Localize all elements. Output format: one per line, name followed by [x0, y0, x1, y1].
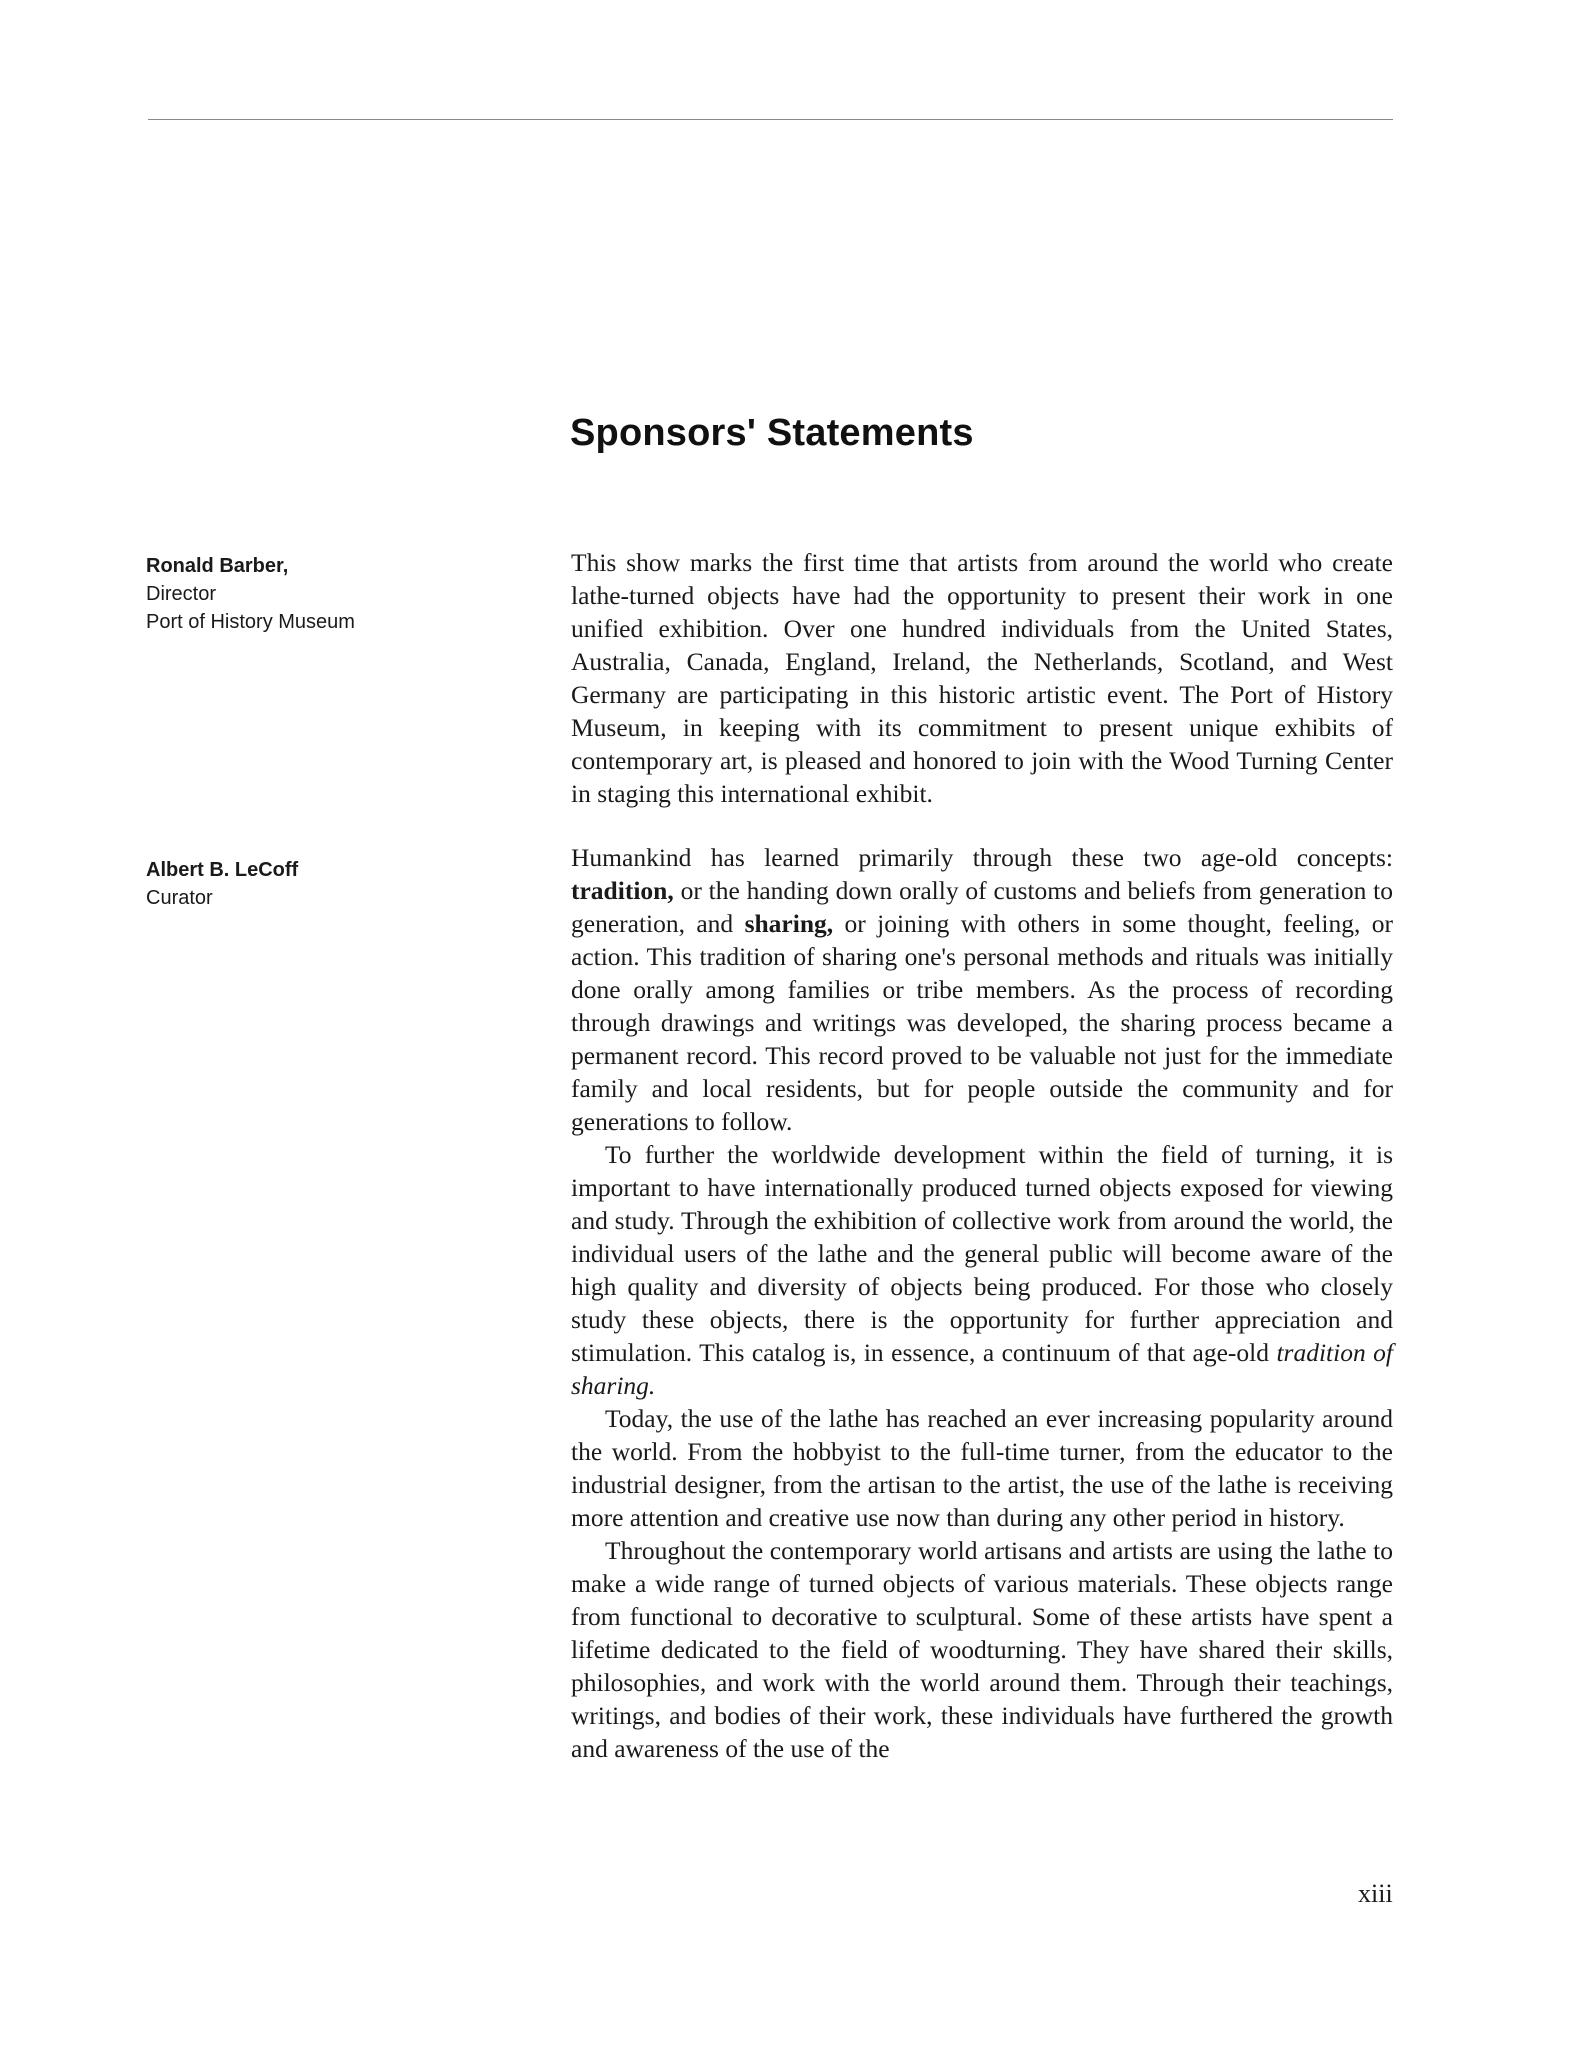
statement-paragraph: [571, 841, 1393, 1138]
paragraph-text: To further the worldwide development within the field of turning, it is important to have internationally produced turned objects exposed for viewing and study. Through the exhibition of collective work from around the world, the individual users of the lathe and the general public will become aware of the high quality and diversity of objects being produced. For those who closely study these objects, there is the opportunity for further appreciation and stimulation. This catalog is, in essence, a continuum of that age-old: [571, 1140, 1393, 1367]
author-name: Albert B. LeCoff: [146, 859, 299, 881]
author-block-barber: [146, 552, 355, 636]
paragraph-text: or joining with others in some thought, feeling, or action. This tradition of sharing one's personal methods and rituals was initially done orally among families or tribe members. As the process of recording through drawings and writings was developed, the sharing process became a permanent record. This record proved to be valuable not just for the immediate family and local residents, but for people outside the community and for generations to follow.: [571, 909, 1393, 1136]
emphasis-tradition-of-sharing: tradition of sharing.: [571, 1338, 1394, 1400]
author-role: Director: [146, 583, 217, 605]
statement-paragraph: [571, 1138, 1393, 1402]
author-role: Curator: [146, 887, 213, 909]
paragraph-text: or the handing down orally of customs and beliefs from generation to generation, and: [571, 876, 1394, 938]
statement-barber: [571, 546, 1393, 810]
statement-lecoff: [571, 841, 1393, 1765]
term-tradition: tradition,: [571, 876, 674, 905]
author-name: Ronald Barber,: [146, 555, 289, 577]
statement-paragraph: Today, the use of the lathe has reached an ever increasing popularity around the world. From the hobbyist to the full-time turner, from the educator to the industrial designer, from the artisan to the artist, the use of the lathe is receiving more attention and creative use now than during any other period in history.: [571, 1404, 1393, 1532]
term-sharing: sharing,: [744, 909, 834, 938]
author-block-lecoff: [146, 856, 298, 912]
top-rule: [148, 119, 1393, 120]
page-number: xiii: [1358, 1879, 1393, 1908]
paragraph-text: Humankind has learned primarily through these two age-old concepts:: [571, 843, 1393, 872]
page-title: Sponsors' Statements: [570, 412, 974, 454]
author-organization: Port of History Museum: [146, 611, 355, 633]
statement-paragraph: Throughout the contemporary world artisans and artists are using the lathe to make a wide range of turned objects of various materials. These objects range from functional to decorative to sculptural. Some of these artists have spent a lifetime dedicated to the field of woodturning. They have shared their skills, philosophies, and work with the world around them. Through their teachings, writings, and bodies of their work, these individuals have furthered the growth and awareness of the use of the: [571, 1536, 1393, 1763]
statement-paragraph: This show marks the first time that artists from around the world who create lathe-turned objects have had the opportunity to present their work in one unified exhibition. Over one hundred individuals from the United States, Australia, Canada, England, Ireland, the Netherlands, Scotland, and West Germany are participating in this historic artistic event. The Port of History Museum, in keeping with its commitment to present unique exhibits of contemporary art, is pleased and honored to join with the Wood Turning Center in staging this international exhibit.: [571, 548, 1393, 808]
